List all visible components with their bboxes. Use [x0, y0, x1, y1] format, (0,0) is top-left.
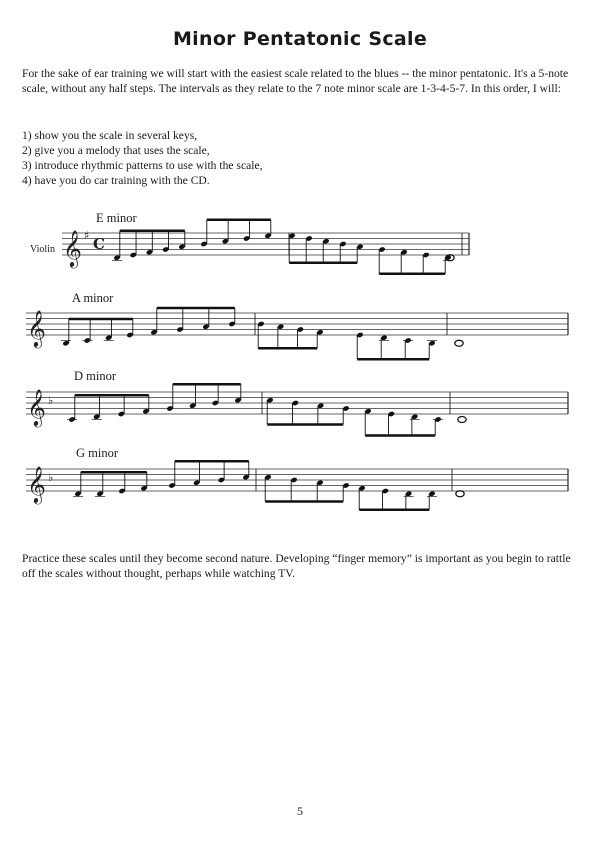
staves	[26, 220, 568, 510]
whole-note	[458, 417, 466, 423]
page-title: Minor Pentatonic Scale	[172, 28, 428, 50]
instrument-label: Violin	[30, 244, 55, 255]
treble-clef-icon: 𝄞	[27, 388, 46, 426]
scale-label-g-minor: G minor	[76, 446, 119, 460]
intro-paragraph: For the sake of ear training we will start with the easiest scale related to the blues -- the minor pentatonic. It's a 5-note scale, without any half steps. The intervals as they relate to the 7 note minor scale are 1-3-4-5-7. In this order, I will:	[22, 67, 569, 95]
flat-icon: ♭	[48, 394, 54, 407]
treble-clef-icon: 𝄞	[27, 309, 46, 347]
whole-note	[455, 340, 463, 346]
closing-paragraph: Practice these scales until they become second nature. Developing “finger memory” is important as you begin to rattle off the scales without thought, perhaps while watching TV.	[22, 552, 571, 580]
scale-label-d-minor: D minor	[74, 369, 117, 383]
flat-icon: ♭	[48, 471, 54, 484]
step-item: 4) have you do car training with the CD.	[22, 174, 210, 187]
whole-note	[456, 491, 464, 497]
time-signature-icon: C	[93, 235, 105, 253]
step-item: 1) show you the scale in several keys,	[22, 129, 198, 142]
scale-label-e-minor: E minor	[96, 211, 137, 225]
treble-clef-icon: 𝄞	[63, 229, 82, 267]
treble-clef-icon: 𝄞	[27, 465, 46, 503]
page-number: 5	[297, 804, 303, 818]
sharp-icon: ♯	[84, 229, 90, 242]
scale-label-a-minor: A minor	[72, 291, 114, 305]
step-item: 2) give you a melody that uses the scale,	[22, 144, 210, 157]
step-item: 3) introduce rhythmic patterns to use with the scale,	[22, 159, 263, 172]
